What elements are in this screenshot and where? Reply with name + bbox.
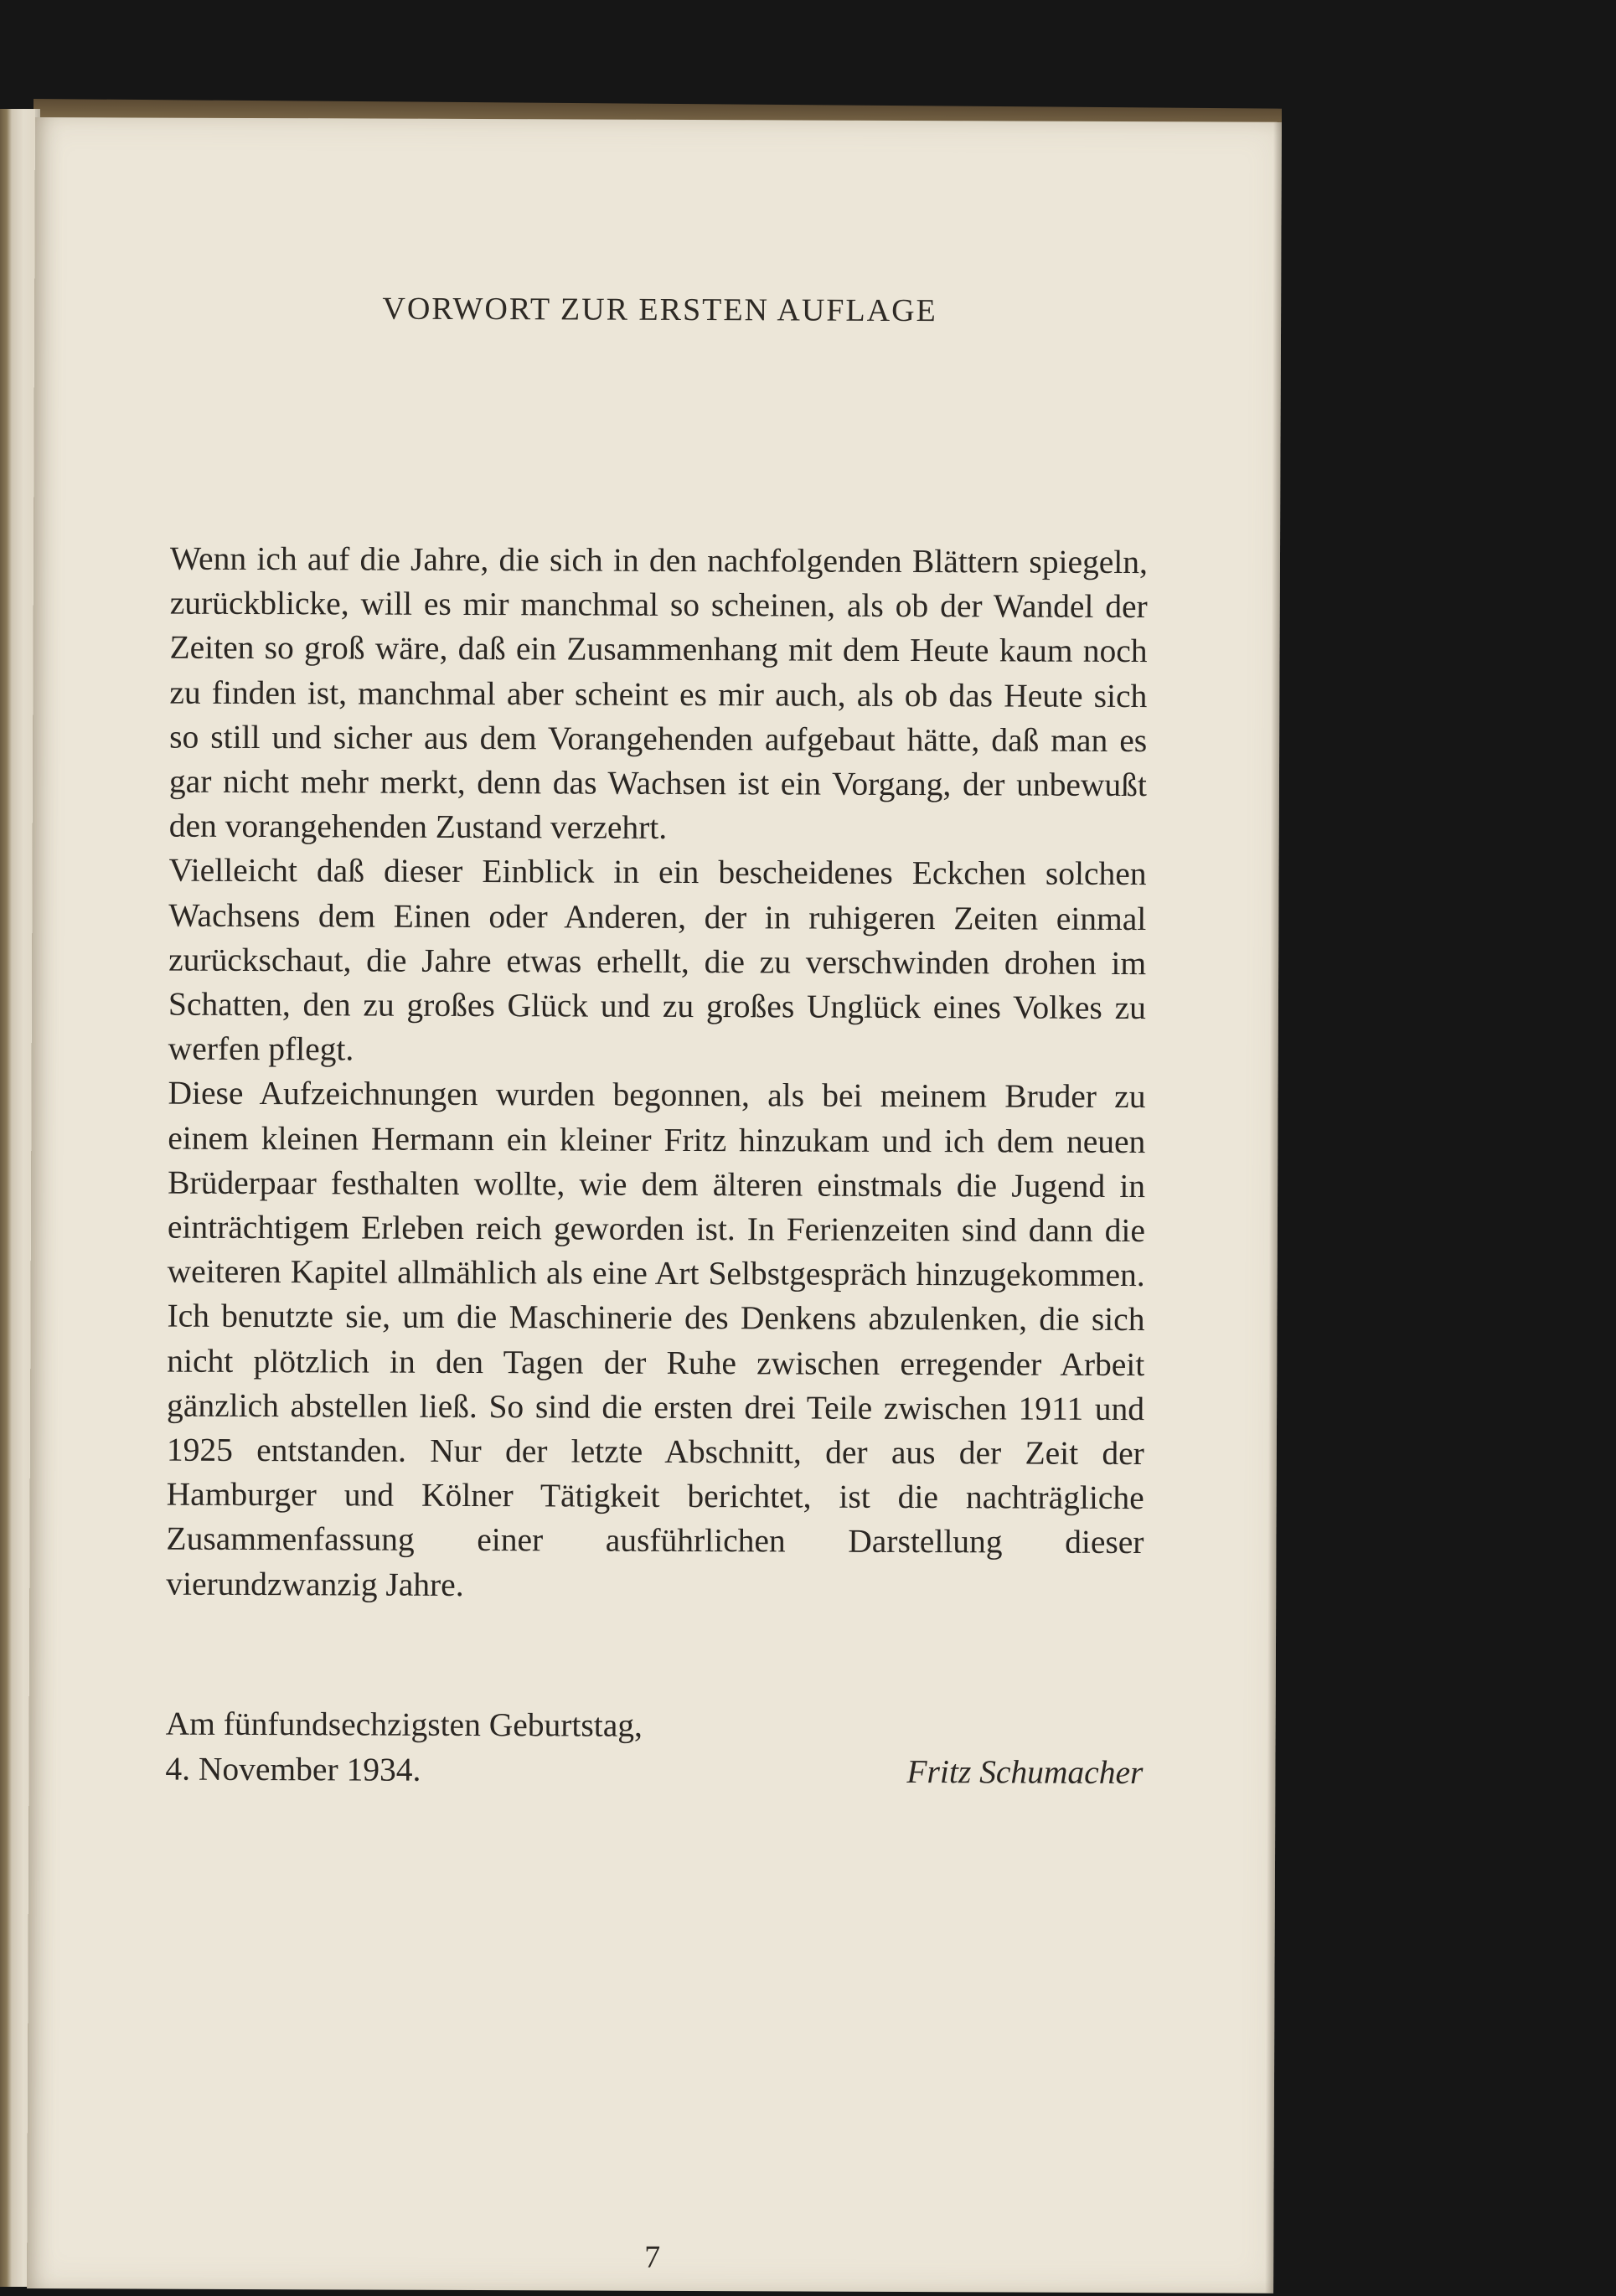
closing-row	[165, 1747, 1143, 1795]
body-text	[166, 537, 1148, 1610]
closing-line: Am fünfundsechzigsten Geburtstag,	[165, 1705, 643, 1744]
paragraph: Vielleicht daß dieser Einblick in ein bescheidenes Eckchen solchen Wachsens dem Einen oder Anderen, der in ruhigeren Zeiten einmal zurückschaut, die Jahre etwas erhellt, die zu verschwinden drohen im Schatten, den zu großes Glück und zu großes Unglück eines Volkes zu werfen pflegt.	[168, 852, 1147, 1068]
closing-block	[165, 1701, 1143, 1795]
page-title: VORWORT ZUR ERSTEN AUFLAGE	[382, 291, 937, 329]
page-edge-shadow	[1265, 122, 1282, 2293]
paragraph: Wenn ich auf die Jahre, die sich in den nachfolgenden Blättern spiegeln, zurückblicke, will es mir manchmal so scheinen, als ob der Wandel der Zeiten so groß wäre, daß ein Zusammenhang mit dem Heute kaum noch zu finden ist, manchmal aber scheint es mir auch, als ob das Heute sich so still und sicher aus dem Vorangehenden aufgebaut hätte, daß man es gar nicht mehr merkt, denn das Wachsen ist ein Vorgang, der unbewußt den vorangehenden Zustand verzehrt.	[168, 539, 1149, 847]
date-line: 4. November 1934.	[165, 1750, 421, 1788]
author-signature: Fritz Schumacher	[906, 1753, 1144, 1792]
book-page	[27, 117, 1282, 2293]
page-number: 7	[644, 2239, 661, 2275]
paragraph: Diese Aufzeichnungen wurden begonnen, als bei meinem Bruder zu einem kleinen Hermann ein kleiner Fritz hinzukam und ich dem neuen Brüderpaar festhalten wollte, wie dem älteren einstmals die Jugend in einträchtigem Erleben reich geworden ist. In Ferienzeiten sind dann die weiteren Kapitel allmählich als eine Art Selbstgespräch hinzugekommen. Ich benutzte sie, um die Maschinerie des Denkens abzulenken, die sich nicht plötzlich in den Tagen der Ruhe zwischen erregender Arbeit gänzlich abstellen ließ. So sind die ersten drei Teile zwischen 1911 und 1925 entstanden. Nur der letzte Abschnitt, der aus der Zeit der Hamburger und Kölner Tätigkeit berichtet, ist die nachträgliche Zusammenfassung einer ausführlichen Darstellung dieser vierundzwanzig Jahre.	[166, 1075, 1146, 1603]
